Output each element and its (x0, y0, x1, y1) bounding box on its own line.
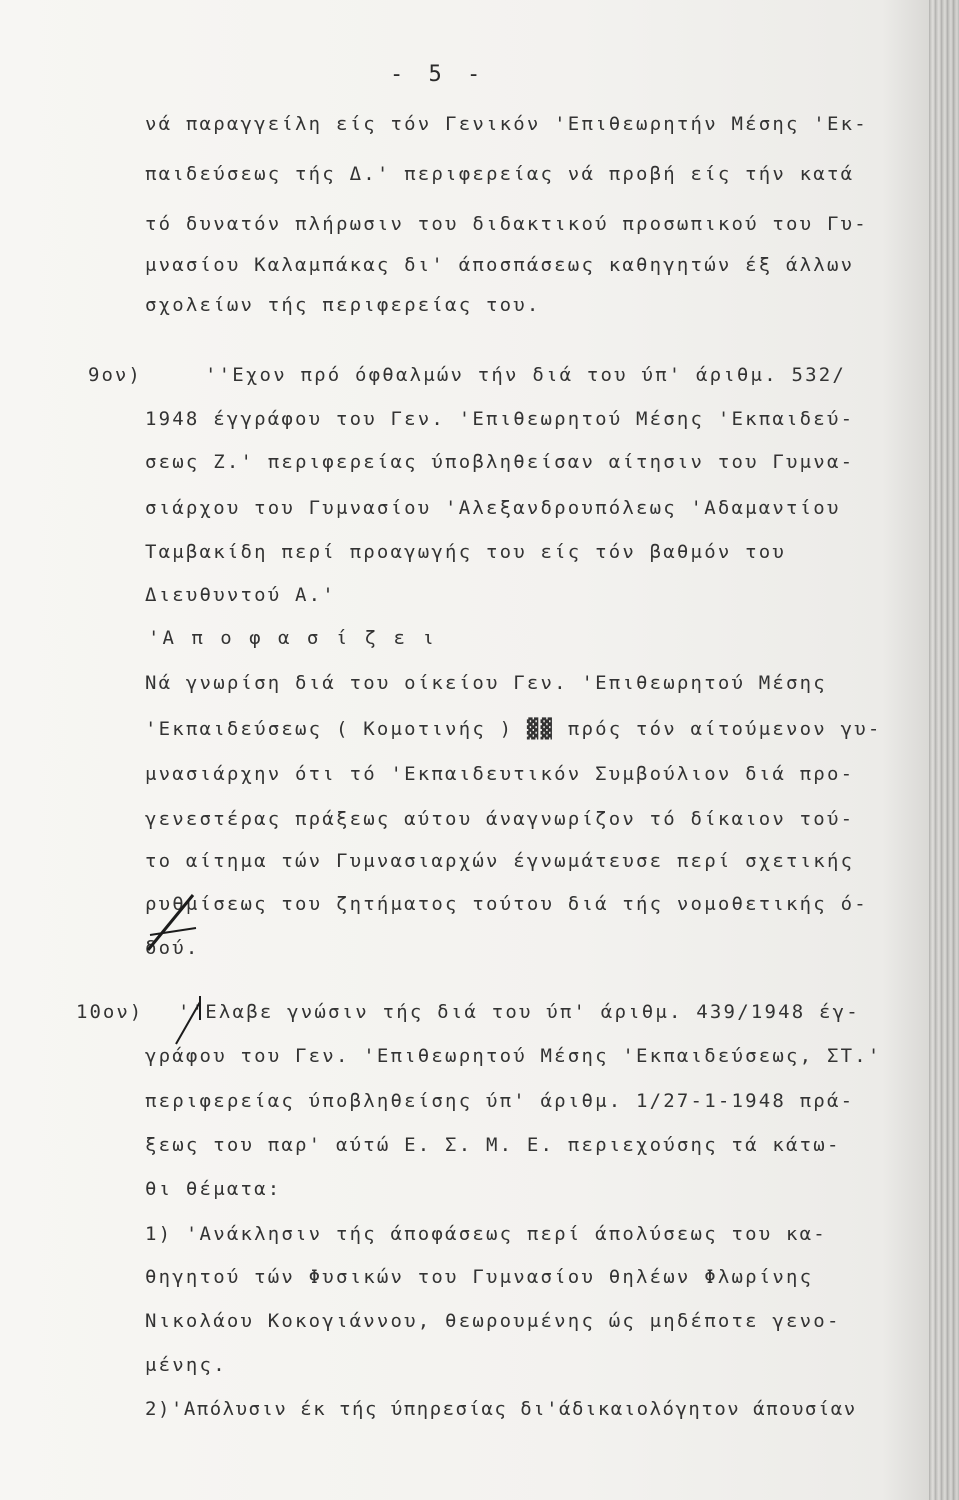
item-9-line-6: Διευθυντού Α.' (145, 584, 336, 606)
decision-line-2: 'Εκπαιδεύσεως ( Κομοτινής ) ▓▓ πρός τόν αίτούμενον γυ- (145, 718, 882, 740)
decision-line-4: γενεστέρας πράξεως αύτου άναγνωρίζον τό δίκαιον τού- (145, 808, 855, 830)
item-9-line-4: σιάρχου του Γυμνασίου 'Αλεξανδρουπόλεως 'Αδαμαντίου (145, 497, 841, 519)
decision-heading: 'Α π ο φ α σ ί ζ ε ι (148, 627, 437, 649)
item-10-line-8: Νικολάου Κοκογιάννου, θεωρουμένης ώς μηδέποτε γενο- (145, 1310, 841, 1332)
page-number: - 5 - (390, 62, 487, 87)
page-binding-edge (929, 0, 959, 1500)
item-10-line-4: ξεως του παρ' αύτώ Ε. Σ. Μ. Ε. περιεχούσης τά κάτω- (145, 1134, 841, 1156)
decision-line-7: δού. (145, 937, 200, 959)
intro-line-1: νά παραγγείλη είς τόν Γενικόν 'Επιθεωρητήν Μέσης 'Εκ- (145, 113, 868, 135)
decision-line-6: ρυθμίσεως του ζητήματος τούτου διά τής νομοθετικής ό- (145, 893, 868, 915)
item-10-line-9: μένης. (145, 1354, 227, 1376)
intro-line-5: σχολείων τής περιφερείας του. (145, 294, 541, 316)
item-10-line-10: 2)'Απόλυσιν έκ τής ύπηρεσίας δι'άδικαιολόγητον άπουσίαν (145, 1398, 857, 1420)
intro-line-3: τό δυνατόν πλήρωσιν του διδακτικού προσωπικού του Γυ- (145, 213, 868, 235)
decision-line-3: μνασιάρχην ότι τό 'Εκπαιδευτικόν Συμβούλιον διά προ- (145, 763, 855, 785)
item-9-line-2: 1948 έγγράφου του Γεν. 'Επιθεωρητού Μέσης 'Εκπαιδεύ- (145, 408, 855, 430)
item-10-line-3: περιφερείας ύποβληθείσης ύπ' άριθμ. 1/27-1-1948 πρά- (145, 1090, 855, 1112)
item-9-label: 9ον) (88, 364, 142, 386)
decision-line-1: Νά γνωρίση διά του οίκείου Γεν. 'Επιθεωρητού Μέσης (145, 672, 827, 694)
item-10-line-6: 1) 'Ανάκλησιν τής άποφάσεως περί άπολύσεως του κα- (145, 1223, 827, 1245)
item-9-line-5: Ταμβακίδη περί προαγωγής του είς τόν βαθμόν του (145, 541, 787, 563)
intro-line-4: μνασίου Καλαμπάκας δι' άποσπάσεως καθηγητών έξ άλλων (145, 254, 855, 276)
item-10-line-1: ''Ελαβε γνώσιν τής διά του ύπ' άριθμ. 439/1948 έγ- (178, 1001, 860, 1023)
item-9-line-1: ''Εχον πρό όφθαλμών τήν διά του ύπ' άριθμ. 532/ (205, 364, 847, 386)
intro-line-2: παιδεύσεως τής Δ.' περιφερείας νά προβή είς τήν κατά (145, 163, 855, 185)
item-10-line-2: γράφου του Γεν. 'Επιθεωρητού Μέσης 'Εκπαιδεύσεως, ΣΤ.' (145, 1045, 882, 1067)
item-10-line-5: θι θέματα: (145, 1178, 282, 1200)
decision-line-5: το αίτημα τών Γυμνασιαρχών έγνωμάτευσε περί σχετικής (145, 850, 855, 872)
item-10-label: 10ον) (76, 1001, 144, 1023)
item-9-line-3: σεως Ζ.' περιφερείας ύποβληθείσαν αίτησιν του Γυμνα- (145, 451, 855, 473)
item-10-line-7: θηγητού τών Φυσικών του Γυμνασίου θηλέων Φλωρίνης (145, 1266, 814, 1288)
